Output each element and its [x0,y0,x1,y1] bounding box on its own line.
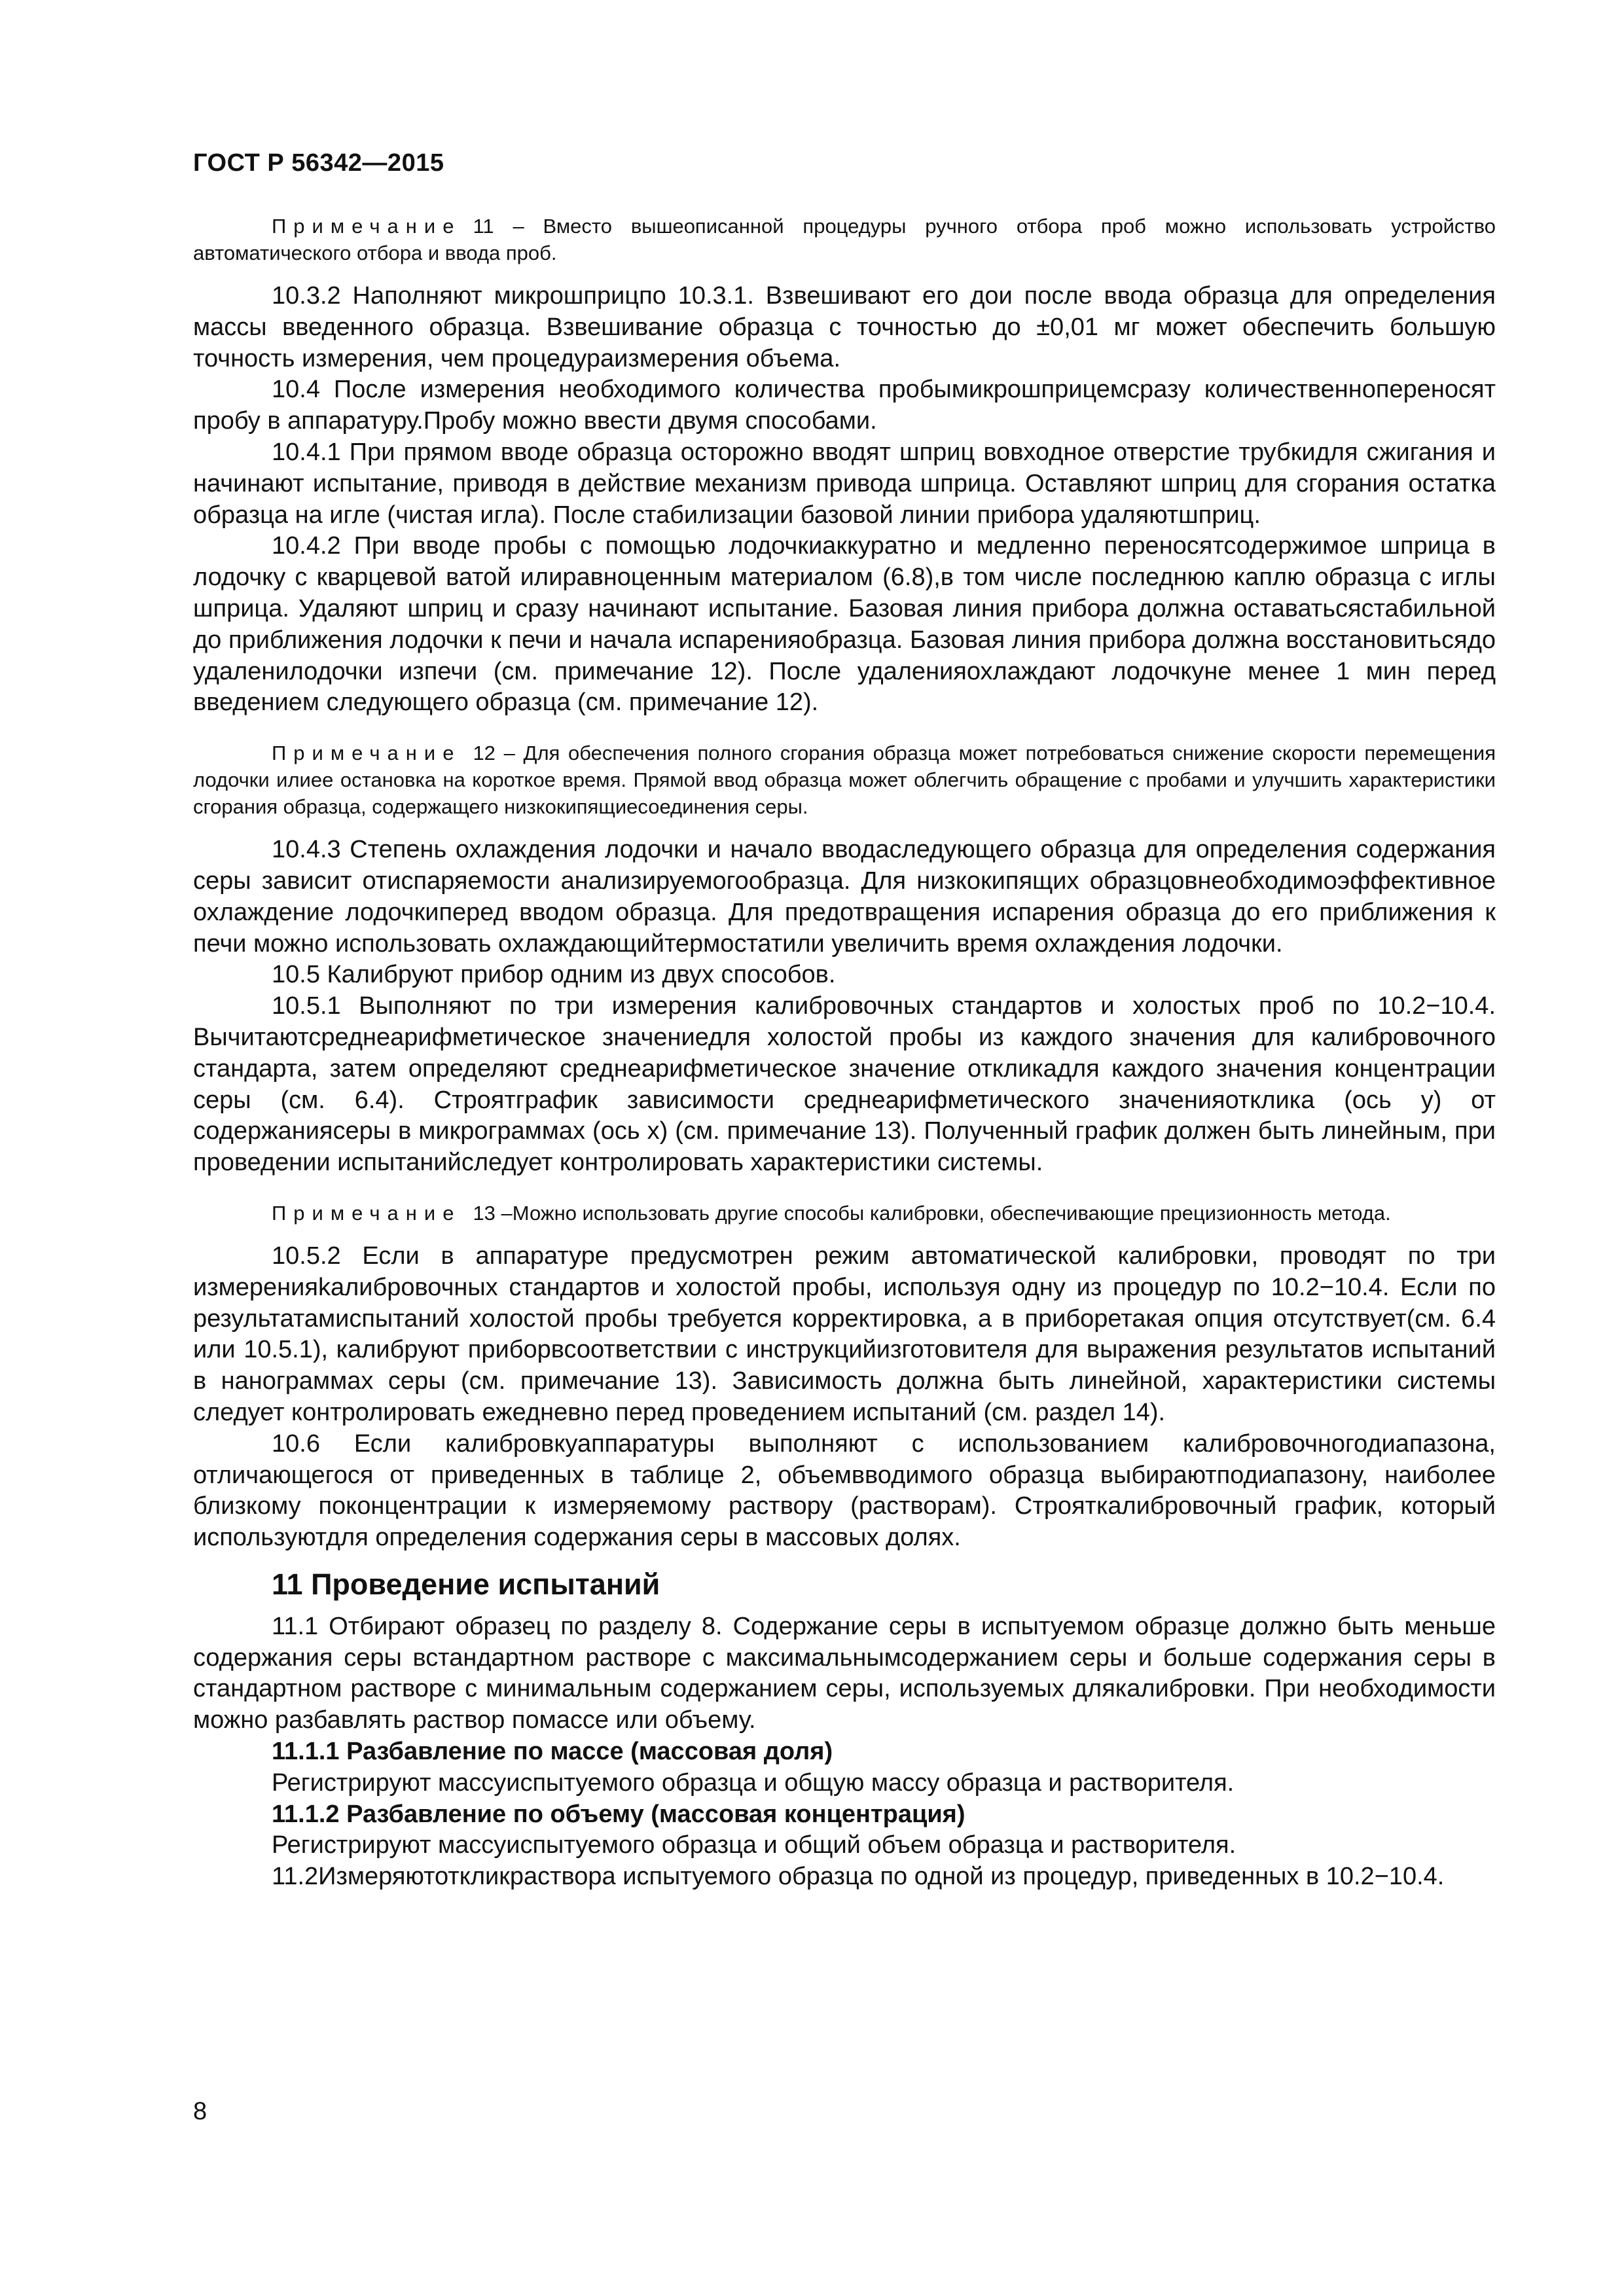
paragraph-10-4-2: 10.4.2 При вводе пробы с помощью лодочкиаккуратно и медленно переносятсодержимое шприца в лодочку с кварцевой ватой илиравноценным материалом (6.8),в том числе последнюю каплю образца с иглы шприца. Удаляют шприц и сразу начинают испытание. Базовая линия прибора должна оставатьсястабильной до приближения лодочки к печи и начала испаренияобразца. Базовая линия прибора должна восстановитьсядо удаленилодочки изпечи (см. примечание 12). После удаленияохлаждают лодочкуне менее 1 мин перед введением следующего образца (см. примечание 12). [193,532,1496,717]
page-number: 8 [193,2098,208,2125]
paragraph-10-5: 10.5 Калибруют прибор одним из двух способов. [272,961,836,989]
paragraph-10-3-2: 10.3.2 Наполняют микрошприцпо 10.3.1. Взвешивают его дои после ввода образца для определения массы введенного образца. Взвешивание образца с точностью до ±0,01 мг может обеспечить большую точность измерения, чем процедураизмерения объема. [193,282,1496,372]
section-heading-11: 11 Проведение испытаний [272,1567,660,1601]
paragraph-10-5-2: 10.5.2 Если в аппаратуре предусмотрен режим автоматической калибровки, проводят по три измеренияkалибровочных стандартов и холостой пробы, используя одну из процедур по 10.2−10.4. Если по результатамиспытаний холостой пробы требуется корректировка, а в приборетакая опция отсутствует(см. 6.4 или 10.5.1), калибруют приборвсоответствии с инструкцийизготовителя для выражения результатов испытаний в нанограммах серы (см. примечание 13). Зависимость должна быть линейной, характеристики системы следует контролировать ежедневно перед проведением испытаний (см. раздел 14). [193,1242,1496,1426]
document-header: ГОСТ Р 56342—2015 [193,149,444,177]
note-12 [193,740,1496,820]
note-11 [193,213,1496,266]
paragraph-mass-dilution: Регистрируют массуиспытуемого образца и общую массу образца и растворителя. [272,1768,1235,1797]
paragraph-10-6: 10.6 Если калибровкуаппаратуры выполняют с использованием калибровочногодиапазона, отличающегося от приведенных в таблице 2, объемвводимого образца выбираютподиапазону, наиболее близкому поконцентрации к измеряемому раствору (растворам). Строяткалибровочный график, который используютдля определения содержания серы в массовых долях. [193,1429,1496,1552]
note-text: 11 – Вместо вышеописанной процедуры ручного отбора проб можно использовать устройство автоматического отбора и ввода проб. [193,215,1496,264]
paragraph-10-4-1: 10.4.1 При прямом вводе образца осторожно вводят шприц вовходное отверстие трубкидля сжигания и начинают испытание, приводя в действие механизм привода шприца. Оставляют шприц для сгорания остатка образца на игле (чистая игла). После стабилизации базовой линии прибора удаляютшприц. [193,438,1496,529]
subheading-11-1-1: 11.1.1 Разбавление по массе (массовая доля) [272,1738,833,1766]
paragraph-10-4-3: 10.4.3 Степень охлаждения лодочки и начало вводаследующего образца для определения содержания серы зависит отиспаряемости анализируемогообразца. Для низкокипящих образцовнеобходимоэффективное охлаждение лодочкиперед вводом образца. Для предотвращения испарения образца до его приближения к печи можно использовать охлаждающийтермостатили увеличить время охлаждения лодочки. [193,836,1496,958]
note-text: 12 – Для обеспечения полного сгорания образца может потребоваться снижение скорости перемещения лодочки илиее остановка на короткое время. Прямой ввод образца может облегчить обращение с пробами и улучшить характеристики сгорания образца, содержащего низкокипящиесоединения серы. [193,742,1496,819]
note-text: 13 –Можно использовать другие способы калибровки, обеспечивающие прецизионность метода. [473,1201,1391,1225]
note-label: Примечание [272,215,461,238]
note-label: Примечание [272,1201,461,1225]
paragraph-11-2: 11.2Измеряютоткликраствора испытуемого образца по одной из процедур, приведенных в 10.2−10.4. [272,1863,1445,1891]
paragraph-volume-dilution: Регистрируют массуиспытуемого образца и общий объем образца и растворителя. [272,1831,1236,1859]
note-label: Примечание [272,742,461,765]
note-13 [193,1200,1496,1227]
paragraph-10-4: 10.4 После измерения необходимого количества пробымикрошприцемсразу количественнопереносят пробу в аппаратуру.Пробу можно ввести двумя способами. [193,376,1496,435]
paragraph-11-1: 11.1 Отбирают образец по разделу 8. Содержание серы в испытуемом образце должно быть меньше содержания серы встандартном растворе с максимальнымсодержанием серы и больше содержания серы в стандартном растворе с минимальным содержанием серы, используемых длякалибровки. При необходимости можно разбавлять раствор помассе или объему. [193,1612,1496,1734]
paragraph-10-5-1: 10.5.1 Выполняют по три измерения калибровочных стандартов и холостых проб по 10.2−10.4. Вычитаютсреднеарифметическое значениедля холостой пробы из каждого значения для калибровочного стандарта, затем определяют среднеарифметическое значение откликадля каждого значения концентрации серы (см. 6.4). Строятграфик зависимости среднеарифметического значенияотклика (ось y) от содержаниясеры в микрограммах (ось x) (см. примечание 13). Полученный график должен быть линейным, при проведении испытанийследует контролировать характеристики системы. [193,992,1496,1177]
subheading-11-1-2: 11.1.2 Разбавление по объему (массовая концентрация) [272,1800,965,1828]
document-body [193,213,1496,1893]
